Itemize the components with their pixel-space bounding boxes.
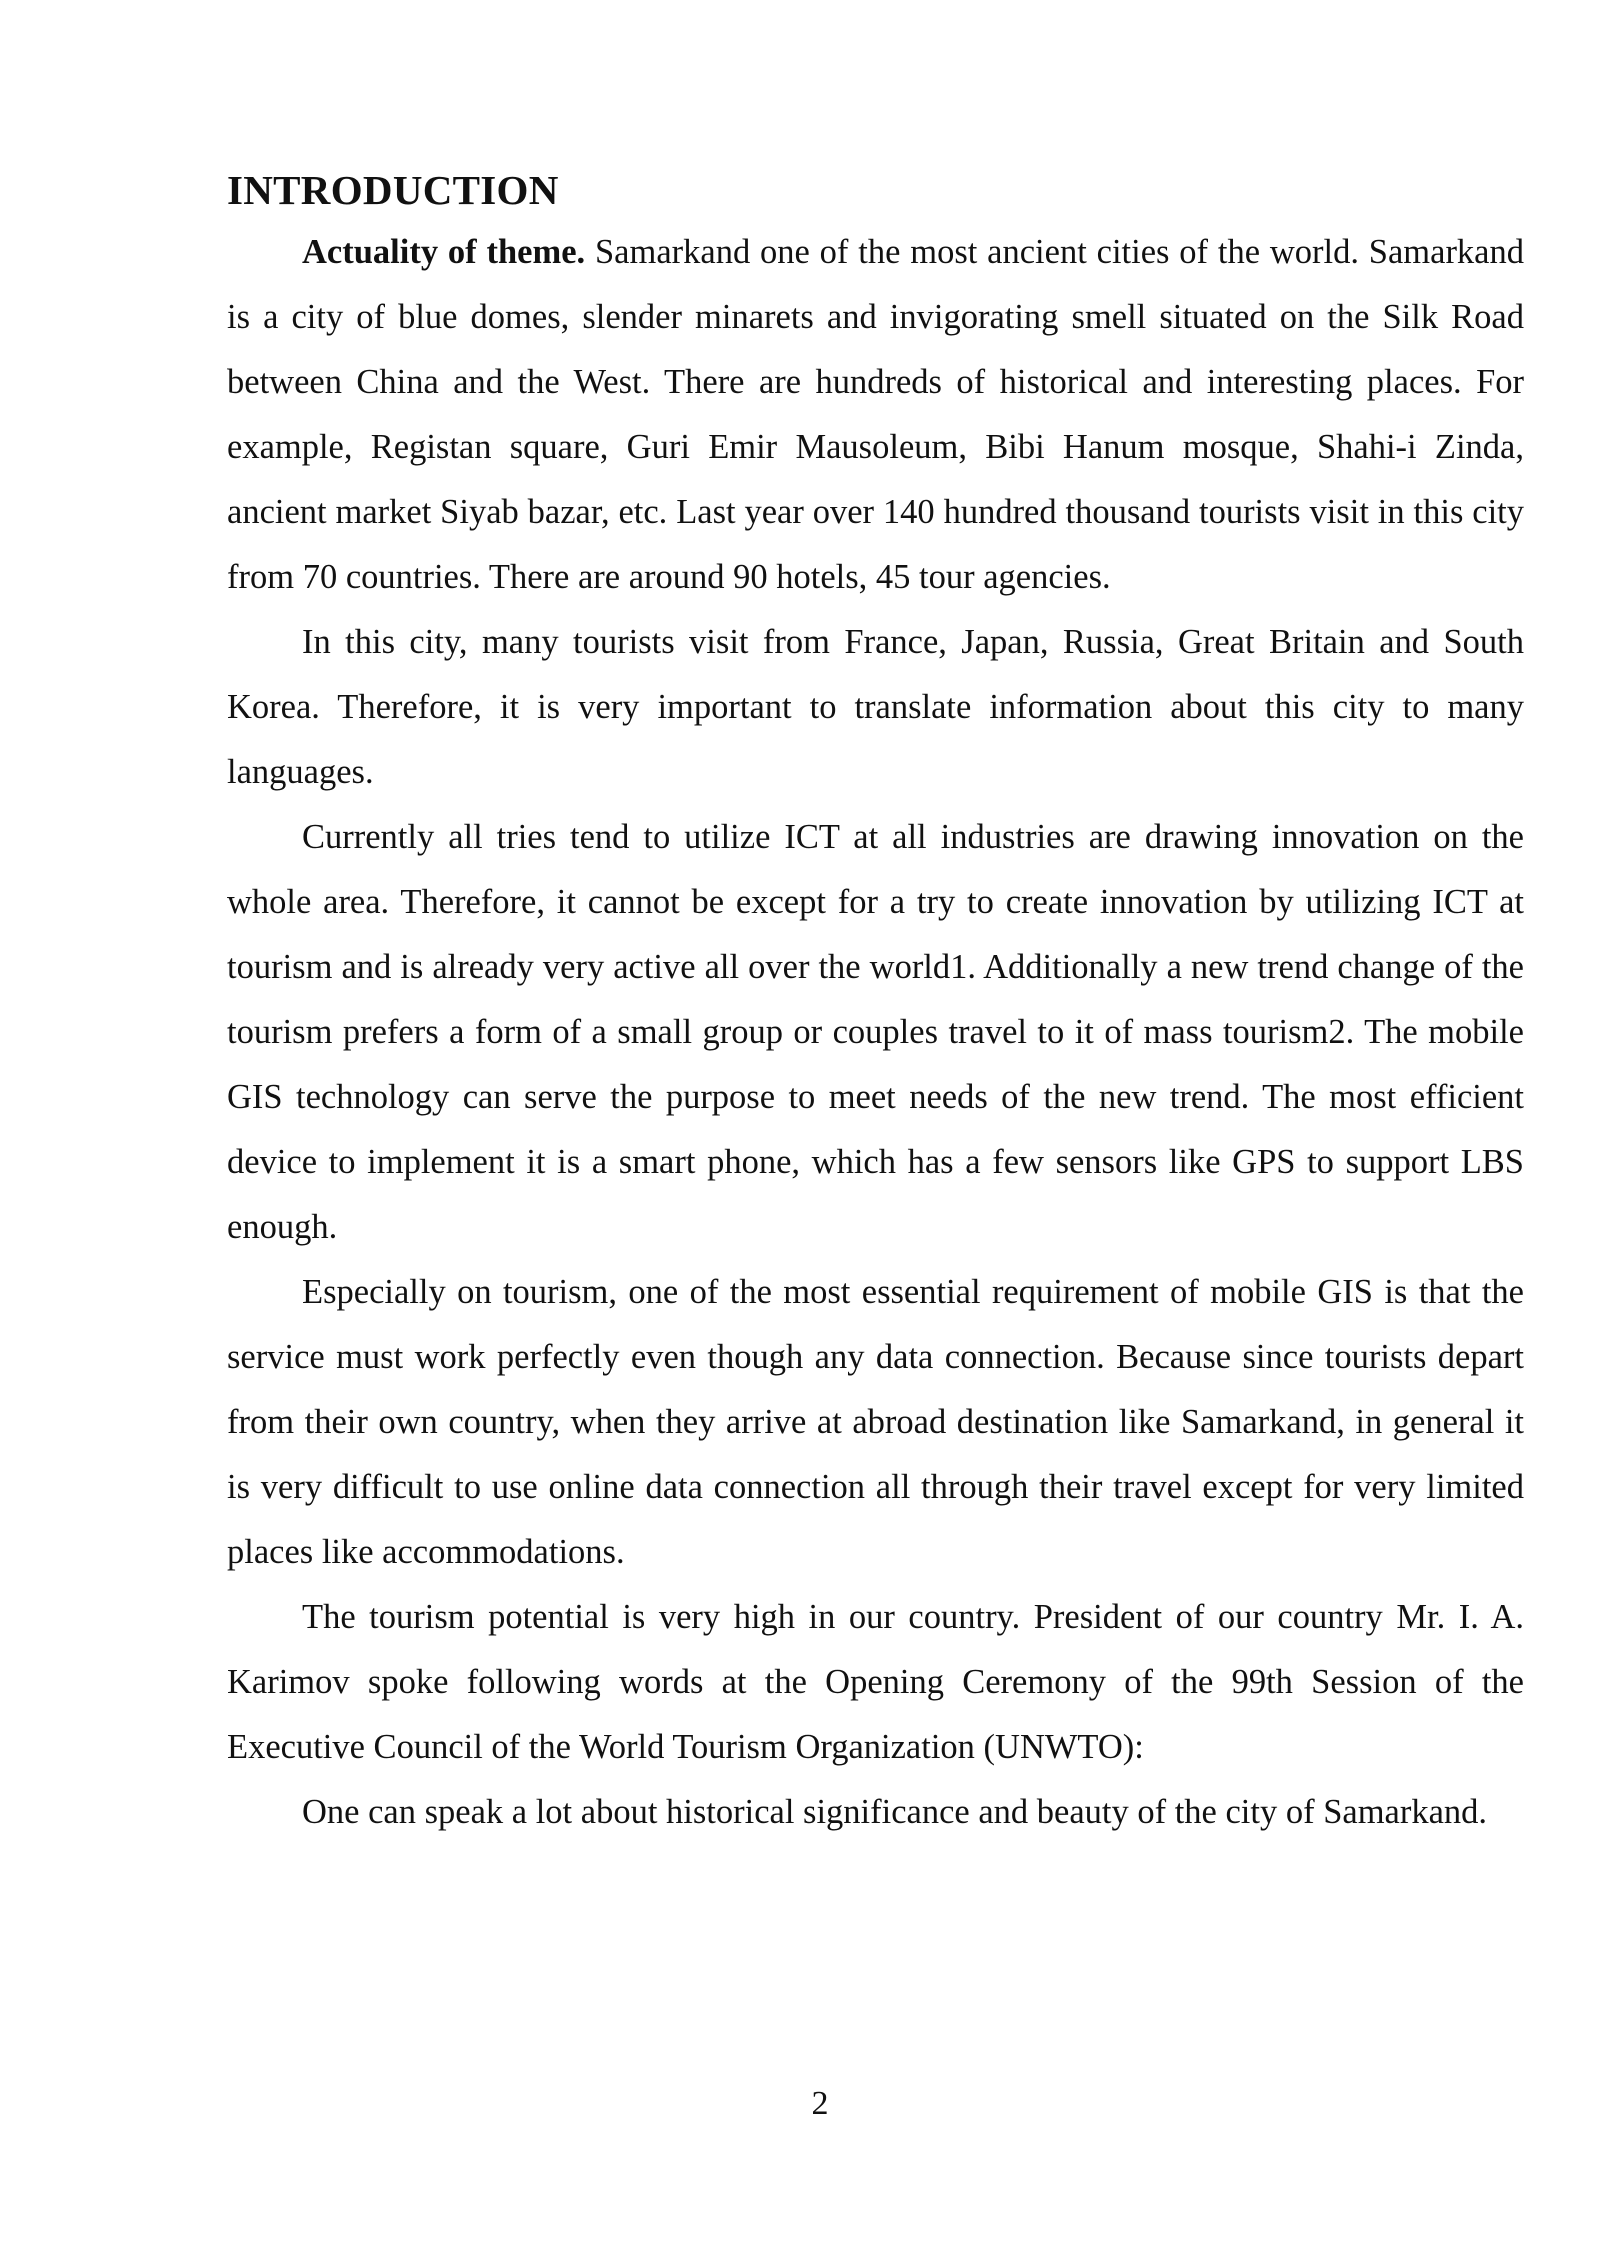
paragraph-text: Samarkand one of the most ancient cities of the world. Samarkand is a city of blue domes, slender minarets and invigorating smell situated on the Silk Road between China and the West. There are hundreds of historical and interesting places. For example, Registan square, Guri Emir Mausoleum, Bibi Hanum mosque, Shahi-i Zinda, ancient market Siyab bazar, etc. Last year over 140 hundred thousand tourists visit in this city from 70 countries. There are around 90 hotels, 45 tour agencies.	[227, 233, 1524, 596]
paragraph-tourists: In this city, many tourists visit from France, Japan, Russia, Great Britain and South Korea. Therefore, it is very important to translate information about this city to many languages.	[227, 623, 1524, 791]
page-content	[227, 160, 1524, 1845]
paragraph-mobile-gis: Especially on tourism, one of the most essential requirement of mobile GIS is that the service must work perfectly even though any data connection. Because since tourists depart from their own country, when they arrive at abroad destination like Samarkand, in general it is very difficult to use online data connection all through their travel except for very limited places like accommodations.	[227, 1273, 1524, 1571]
paragraph-actuality	[227, 220, 1524, 610]
paragraph-ict: Currently all tries tend to utilize ICT at all industries are drawing innovation on the whole area. Therefore, it cannot be except for a try to create innovation by utilizing ICT at tourism and is already very active all over the world1. Additionally a new trend change of the tourism prefers a form of a small group or couples travel to it of mass tourism2. The mobile GIS technology can serve the purpose to meet needs of the new trend. The most efficient device to implement it is a smart phone, which has a few sensors like GPS to support LBS enough.	[227, 818, 1524, 1246]
paragraph-lead: Actuality of theme.	[302, 233, 586, 271]
page-number: 2	[811, 2085, 829, 2122]
paragraph-samarkand: One can speak a lot about historical significance and beauty of the city of Samarkand.	[302, 1793, 1488, 1831]
section-heading: INTRODUCTION	[227, 167, 559, 213]
paragraph-potential: The tourism potential is very high in our country. President of our country Mr. I. A. Karimov spoke following words at the Opening Ceremony of the 99th Session of the Executive Council of the World Tourism Organization (UNWTO):	[227, 1598, 1524, 1766]
